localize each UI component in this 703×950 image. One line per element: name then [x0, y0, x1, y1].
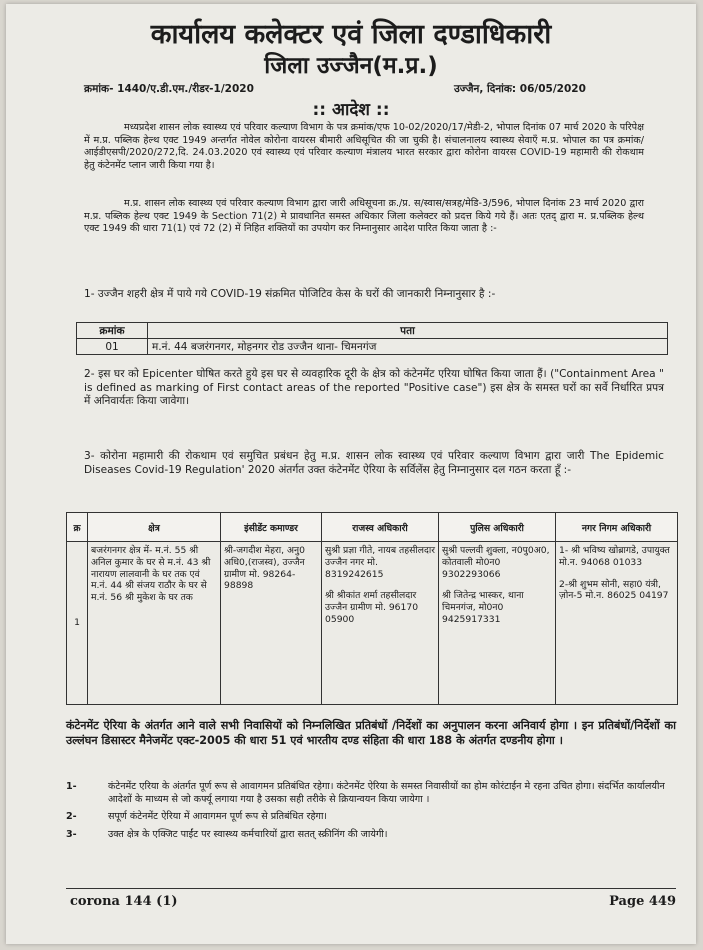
col-serial-header: क्रमांक: [77, 323, 148, 339]
address-cell: म.नं. 44 बजरंगनगर, मोहनगर रोड उज्जैन थाना- चिमनगंज: [148, 339, 668, 355]
list-item-text: सपूर्ण कंटेनमेंट ऐरिया में आवागमन पूर्ण रूप से प्रतिबंधित रहेगा।: [108, 811, 328, 823]
surveillance-team-table: [66, 512, 678, 705]
list-item: [66, 810, 676, 823]
section-1-text: 1- उज्जैन शहरी क्षेत्र में पाये गये COVID-19 संक्रमित पोजिटिव केस के घरों की जानकारी निम्नानुसार है :-: [84, 288, 496, 300]
footer-rule: [66, 888, 676, 889]
team-area-cell: बजरंगनगर क्षेत्र में- म.नं. 55 श्री अनिल कुमार के घर से म.नं. 43 श्री नारायण लालवानी के घर तक एवं म.नं. 44 श्री संजय राठौर के घर से म.नं. 56 श्री मुकेश के घर तक: [88, 542, 221, 705]
table-row: [77, 339, 668, 355]
order-date: उज्जैन, दिनांक: 06/05/2020: [454, 83, 586, 95]
list-item-number: 3-: [66, 828, 77, 840]
header-area: क्षेत्र: [88, 513, 221, 542]
serial-cell: 01: [77, 339, 148, 355]
restrictions-list: [66, 780, 676, 841]
table-header-row: [77, 323, 668, 339]
list-item: [66, 828, 676, 841]
team-commander-cell: श्री-जगदीश मेहरा, अनु0 अधि0,(राजस्व), उज्जैन ग्रामीण मो. 98264-98898: [221, 542, 322, 705]
police-officer-2: श्री जितेन्द्र भास्कर, थाना चिमनगंज, मो0न0 9425917331: [442, 590, 524, 625]
page-footer: [66, 888, 676, 918]
district-title: जिला उज्जैन(म.प्र.): [264, 53, 438, 79]
list-item: [66, 780, 676, 806]
footer-page-number: Page 449: [609, 894, 676, 909]
header-sn: क्र: [67, 513, 88, 542]
revenue-officer-2: श्री श्रीकांत शर्मा तहसीलदार उज्जैन ग्रामीण मो. 96170 05900: [325, 590, 419, 625]
police-officer-1: सुश्री पल्लवी शुक्ला, न0पु0अ0, कोतवाली मो0न0 9302293066: [442, 545, 550, 580]
section-3-text: 3- कोरोना महामारी की रोकथाम एवं समुचित प्रबंधन हेतु म.प्र. शासन लोक स्वास्थ्य एवं परिवार कल्याण विभाग द्वारा जारी The Epidemic Diseases Covid-19 Regulation' 2020 अंतर्गत उक्त कंटेनमेंट ऐरिया के सर्विलेंस हेतु निम्नानुसार दल गठन करता हूँ :-: [84, 450, 664, 476]
footer-file-label: corona 144 (1): [70, 894, 178, 909]
list-item-text: उक्त क्षेत्र के एक्जिट पाईंट पर स्वास्थ्य कर्मचारियों द्वारा सतत् स्क्रीनिंग की जायेगी।: [108, 828, 388, 840]
header-commander: इंसीडेंट कमाण्डर: [221, 513, 322, 542]
list-item-number: 1-: [66, 781, 77, 792]
team-municipal-cell: [556, 542, 678, 705]
municipal-officer-1: 1- श्री भविष्य खोब्रागडे, उपायुक्त मो.न. 94068 01033: [559, 545, 670, 568]
team-revenue-cell: [322, 542, 439, 705]
list-item-number: 2-: [66, 811, 77, 823]
intro-paragraph-1: मध्यप्रदेश शासन लोक स्वास्थ्य एवं परिवार कल्याण विभाग के पत्र क्रमांक/एफ 10-02/2020/17/मेडी-2, भोपाल दिनांक 07 मार्च 2020 के परिपेक्ष में म.प्र. पब्लिक हेल्थ एक्ट 1949 अन्तर्गत नोवेल कोरोना वायरस बीमारी अधिसूचित की जा चुकी है। संचालनालय स्वास्थ्य सेवाएँ म.प्र. भोपाल का पत्र क्रमांक/आईडीएसपी/2020/272,दि. 24.03.2020 एवं स्वास्थ्य एवं परिवार कल्याण मंत्रालय भारत सरकार द्वारा कोरोना वायरस COVID-19 महामारी की रोकथाम हेतु कंटेनमेंट प्लान जारी किया गया है।: [84, 122, 644, 171]
team-police-cell: [439, 542, 556, 705]
header-revenue: राजस्व अधिकारी: [322, 513, 439, 542]
team-table-header: [67, 513, 678, 542]
list-item-text: कंटेनमेंट एरिया के अंतर्गत पूर्ण रूप से आवागमन प्रतिबंधित रहेगा। कंटेनमेंट ऐरिया के समस्त निवासीयों का होम कोरंटाईन मे रहना उचित होगा। संदर्भित कार्यालयीन आदेशों के माध्यम से जो कर्फ्यू लगाया गया है उसका सही तरीके से क्रियान्वयन किया जायेगा ।: [108, 781, 665, 806]
section-2-text: 2- इस घर को Epicenter घोषित करते हुये इस घर से व्यवहारिक दूरी के क्षेत्र को कंटेनमेंट एरिया घोषित किया जाता हैं। ("Containment Area " is defined as marking of First contact areas of the reported "Positive case") इस क्षेत्र के समस्त घरों का सर्वे निर्धारित प्रपत्र में अनिवार्यतः किया जावेगा।: [84, 368, 664, 408]
reference-number: क्रमांक- 1440/ए.डी.एम./रीडर-1/2020: [84, 83, 254, 95]
municipal-officer-2: 2-श्री शुभम सोनी, सहा0 यंत्री, ज़ोन-5 मो.न. 86025 04197: [559, 578, 669, 602]
office-title: कार्यालय कलेक्टर एवं जिला दण्डाधिकारी: [150, 19, 552, 50]
intro-paragraph-2: म.प्र. शासन लोक स्वास्थ्य एवं परिवार कल्याण विभाग द्वारा जारी अधिसूचना क्र./प्र. स/स्वास/सत्रह/मेडि-3/596, भोपाल दिनांक 23 मार्च 2020 द्वारा म.प्र. पब्लिक हेल्थ एक्ट 1949 के Section 71(2) मे प्रावधानित समस्त अधिकार जिला कलेक्टर को प्रदत्त किये गये हैं। अतः एतद् द्वारा म. प्र.पब्लिक हेल्थ एक्ट 1949 की धारा 71(1) एवं 72 (2) में निहित शक्तियों का उपयोग कर निम्नानुसार आदेश पारित किया जाता है :-: [84, 198, 644, 235]
revenue-officer-1: सुश्री प्रज्ञा गीते, नायब तहसीलदार उज्जैन नगर मो. 8319242615: [325, 545, 435, 580]
header-police: पुलिस अधिकारी: [439, 513, 556, 542]
positive-case-table: [76, 322, 668, 355]
header-municipal: नगर निगम अधिकारी: [556, 513, 678, 542]
team-sn-cell: 1: [67, 542, 88, 705]
document-page: [6, 4, 696, 944]
order-heading: :: आदेश ::: [312, 100, 390, 120]
restrictions-intro: कंटेनमेंट ऐरिया के अंतर्गत आने वाले सभी निवासियों को निम्नलिखित प्रतिबंधों /निर्देशों का अनुपालन करना अनिवार्य होगा । इन प्रतिबंधों/निर्देशों का उल्लंघन डिसास्टर मैनेजमेंट एक्ट-2005 की धारा 51 एवं भारतीय दण्ड संहिता की धारा 188 के अंतर्गत दण्डनीय होगा ।: [66, 719, 676, 747]
table-row: [67, 542, 678, 705]
col-address-header: पता: [148, 323, 668, 339]
